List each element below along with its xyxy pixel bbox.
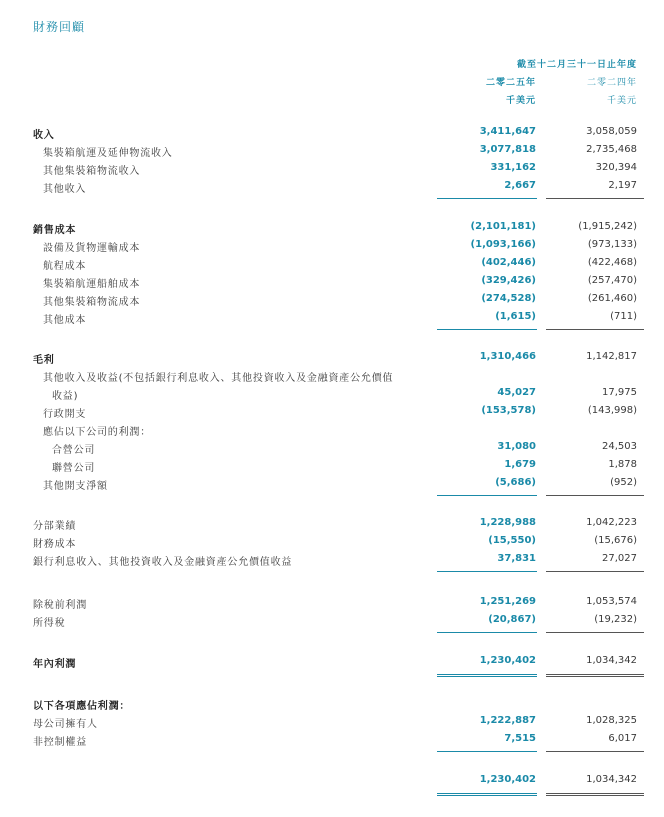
- rule-current-double: [437, 676, 537, 677]
- table-row: [0, 405, 664, 422]
- row-label: 毛利: [33, 355, 55, 366]
- table-row: [0, 351, 664, 368]
- table-row: [0, 477, 664, 494]
- value-current: 1,222,887: [479, 715, 536, 726]
- row-label: 銷售成本: [33, 225, 77, 236]
- rule-current: [437, 674, 537, 675]
- value-current: 3,077,818: [479, 144, 536, 155]
- year-current-header: 二零二五年: [485, 78, 536, 88]
- value-prior: (711): [610, 311, 637, 322]
- value-prior: (257,470): [587, 275, 637, 286]
- rule-current: [437, 495, 537, 496]
- value-prior: 1,028,325: [586, 715, 637, 726]
- rule-prior: [546, 198, 644, 199]
- value-current: 45,027: [497, 387, 536, 398]
- rule-prior-double: [546, 795, 644, 796]
- rule-prior: [546, 751, 644, 752]
- value-prior: (15,676): [594, 535, 637, 546]
- table-row: [0, 275, 664, 292]
- table-row: [0, 257, 664, 274]
- table-row: [0, 441, 664, 458]
- row-label: 其他集裝箱物流收入: [43, 166, 141, 177]
- table-row: [0, 774, 664, 791]
- table-row: [0, 697, 664, 714]
- value-current: (1,615): [495, 311, 536, 322]
- row-label: 收益): [52, 391, 79, 402]
- value-prior: (19,232): [594, 614, 637, 625]
- value-prior: 3,058,059: [586, 126, 637, 137]
- value-prior: 6,017: [608, 733, 637, 744]
- rule-current: [437, 632, 537, 633]
- row-label: 集裝箱航運船舶成本: [43, 279, 141, 290]
- table-row: [0, 614, 664, 631]
- value-current: (153,578): [481, 405, 536, 416]
- value-current: (15,550): [488, 535, 536, 546]
- rule-prior-double: [546, 676, 644, 677]
- row-label: 其他成本: [43, 315, 87, 326]
- table-row: [0, 535, 664, 552]
- value-prior: (973,133): [587, 239, 637, 250]
- rule-current: [437, 198, 537, 199]
- table-row: [0, 517, 664, 534]
- rule-current-double: [437, 795, 537, 796]
- rule-prior: [546, 674, 644, 675]
- table-row: [0, 311, 664, 328]
- rule-current: [437, 751, 537, 752]
- table-row: [0, 733, 664, 750]
- value-current: 31,080: [497, 441, 536, 452]
- table-row: [0, 387, 664, 404]
- value-prior: (143,998): [587, 405, 637, 416]
- row-label: 年內利潤: [33, 659, 77, 670]
- rule-current: [437, 329, 537, 330]
- table-row: [0, 459, 664, 476]
- value-prior: 24,503: [602, 441, 637, 452]
- rule-prior: [546, 793, 644, 794]
- table-row: [0, 596, 664, 613]
- row-label: 航程成本: [43, 261, 87, 272]
- rule-prior: [546, 329, 644, 330]
- value-prior: 1,034,342: [586, 655, 637, 666]
- rule-prior: [546, 632, 644, 633]
- row-label: 分部業績: [33, 521, 77, 532]
- rule-current: [437, 571, 537, 572]
- value-prior: 1,042,223: [586, 517, 637, 528]
- row-label: 收入: [33, 130, 55, 141]
- value-current: 2,667: [504, 180, 536, 191]
- value-prior: 1,142,817: [586, 351, 637, 362]
- value-prior: (261,460): [587, 293, 637, 304]
- value-prior: 17,975: [602, 387, 637, 398]
- value-prior: 27,027: [602, 553, 637, 564]
- table-row: [0, 293, 664, 310]
- value-current: 1,251,269: [479, 596, 536, 607]
- value-prior: 320,394: [595, 162, 637, 173]
- value-prior: 1,053,574: [586, 596, 637, 607]
- value-current: (5,686): [495, 477, 536, 488]
- value-current: 1,310,466: [479, 351, 536, 362]
- value-prior: 2,735,468: [586, 144, 637, 155]
- table-row: [0, 715, 664, 732]
- value-current: (274,528): [481, 293, 536, 304]
- unit-current-header: 千美元: [505, 96, 536, 106]
- value-prior: 1,878: [608, 459, 637, 470]
- row-label: 設備及貨物運輸成本: [43, 243, 141, 254]
- row-label: 財務成本: [33, 539, 77, 550]
- row-label: 其他收入及收益(不包括銀行利息收入、其他投資收入及金融資產公允價值: [43, 373, 394, 384]
- row-label: 其他集裝箱物流成本: [43, 297, 141, 308]
- row-label: 合營公司: [52, 445, 96, 456]
- row-label: 其他開支淨額: [43, 481, 108, 492]
- rule-current: [437, 793, 537, 794]
- row-label: 行政開支: [43, 409, 87, 420]
- rule-prior: [546, 495, 644, 496]
- value-prior: 1,034,342: [586, 774, 637, 785]
- value-prior: 2,197: [608, 180, 637, 191]
- row-label: 非控制權益: [33, 737, 87, 748]
- table-row: [0, 126, 664, 143]
- value-current: (2,101,181): [470, 221, 536, 232]
- value-prior: (1,915,242): [578, 221, 637, 232]
- row-label: 母公司擁有人: [33, 719, 98, 730]
- value-current: 1,230,402: [479, 655, 536, 666]
- table-row: [0, 180, 664, 197]
- year-prior-header: 二零二四年: [586, 78, 637, 88]
- value-current: 1,228,988: [479, 517, 536, 528]
- value-current: 1,679: [504, 459, 536, 470]
- value-current: 3,411,647: [479, 126, 536, 137]
- row-label: 應佔以下公司的利潤：: [43, 427, 151, 438]
- value-current: (402,446): [481, 257, 536, 268]
- table-row: [0, 239, 664, 256]
- row-label: 其他收入: [43, 184, 87, 195]
- value-current: 1,230,402: [479, 774, 536, 785]
- row-label: 所得稅: [33, 618, 66, 629]
- value-prior: (422,468): [587, 257, 637, 268]
- table-row: [0, 144, 664, 161]
- row-label: 聯營公司: [52, 463, 96, 474]
- value-prior: (952): [610, 477, 637, 488]
- period-header: 截至十二月三十一日止年度: [516, 60, 637, 70]
- value-current: (20,867): [488, 614, 536, 625]
- table-row: [0, 369, 664, 386]
- table-row: [0, 655, 664, 672]
- unit-prior-header: 千美元: [606, 96, 637, 106]
- value-current: 37,831: [497, 553, 536, 564]
- row-label: 銀行利息收入、其他投資收入及金融資產公允價值收益: [33, 557, 293, 568]
- row-label: 以下各項應佔利潤：: [33, 701, 131, 712]
- row-label: 集裝箱航運及延伸物流收入: [43, 148, 173, 159]
- page-title: 財務回顧: [33, 20, 86, 34]
- table-row: [0, 162, 664, 179]
- table-row: [0, 221, 664, 238]
- value-current: 7,515: [504, 733, 536, 744]
- value-current: (1,093,166): [470, 239, 536, 250]
- rule-prior: [546, 571, 644, 572]
- value-current: (329,426): [481, 275, 536, 286]
- table-row: [0, 423, 664, 440]
- row-label: 除稅前利潤: [33, 600, 87, 611]
- table-row: [0, 553, 664, 570]
- value-current: 331,162: [490, 162, 536, 173]
